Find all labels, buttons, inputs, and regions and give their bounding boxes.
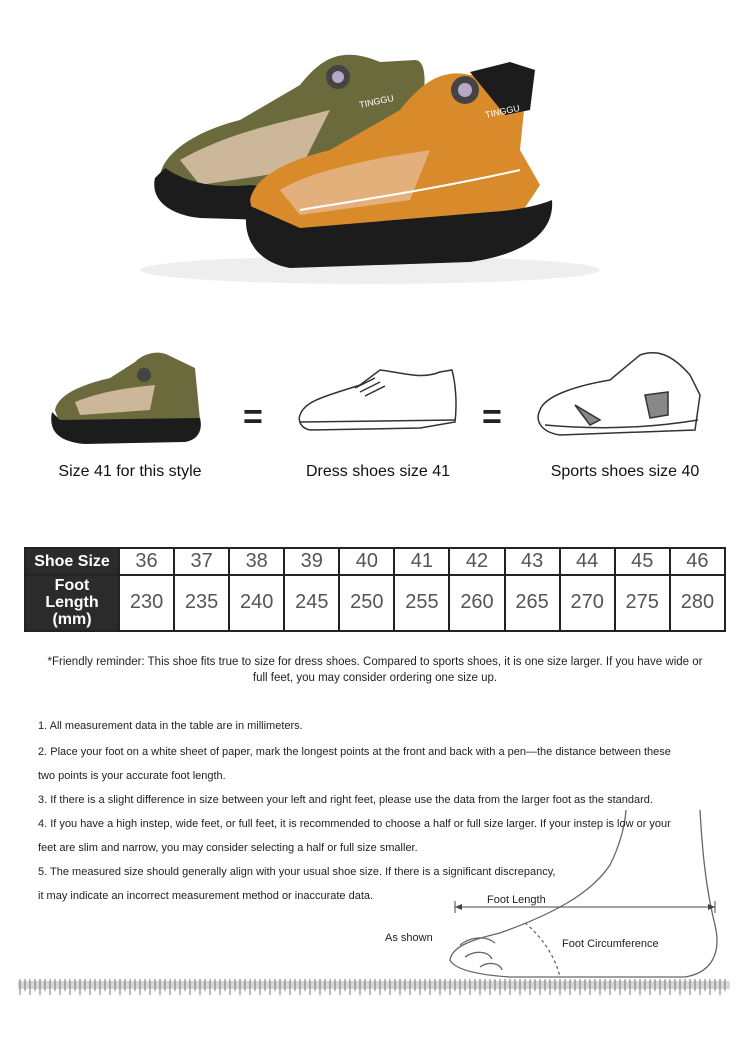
- dress-shoes-label: Dress shoes size 41: [305, 463, 451, 480]
- length-cell: 250: [339, 575, 394, 631]
- orange-brand-text: TINGGU: [484, 102, 521, 120]
- size-cell: 42: [449, 548, 504, 575]
- foot-length-header-line1: Foot Length: [45, 577, 99, 612]
- note-line: 3. If there is a slight difference in size between your left and right feet, please use the data from the larger foot as the standard.: [38, 794, 653, 806]
- size-chart-table: [24, 547, 726, 632]
- reminder-line-2: full feet, you may consider ordering one size up.: [252, 672, 498, 684]
- shoe-size-header: Shoe Size: [25, 548, 119, 575]
- note-line: two points is your accurate foot length.: [38, 770, 226, 782]
- foot-length-header-line2: (mm): [52, 611, 92, 629]
- this-style-label: Size 41 for this style: [58, 463, 202, 480]
- size-cell: 36: [119, 548, 174, 575]
- size-cell: 39: [284, 548, 339, 575]
- note-line: 5. The measured size should generally align with your usual shoe size. If there is a significant discrepancy,: [38, 866, 556, 878]
- length-cell: 275: [615, 575, 670, 631]
- hero-shoes-image: [0, 0, 750, 320]
- note-line: 1. All measurement data in the table are in millimeters.: [38, 720, 303, 732]
- size-cell: 38: [229, 548, 284, 575]
- length-cell: 230: [119, 575, 174, 631]
- length-cell: 240: [229, 575, 284, 631]
- foot-circumference-label: Foot Circumference: [562, 938, 659, 950]
- size-cell: 41: [394, 548, 449, 575]
- length-cell: 235: [174, 575, 229, 631]
- length-cell: 270: [560, 575, 615, 631]
- reminder-line-1: *Friendly reminder: This shoe fits true to size for dress shoes. Compared to sports shoes, it is one size larger. If you have wide or: [47, 656, 703, 668]
- length-cell: 255: [394, 575, 449, 631]
- length-cell: 245: [284, 575, 339, 631]
- length-cell: 265: [505, 575, 560, 631]
- sports-shoe-sketch: [538, 353, 700, 435]
- foot-measurement-diagram: [430, 805, 730, 985]
- as-shown-label: As shown: [385, 932, 433, 944]
- foot-length-label: Foot Length: [487, 894, 546, 906]
- size-cell: 44: [560, 548, 615, 575]
- note-line: it may indicate an incorrect measurement method or inaccurate data.: [38, 890, 374, 902]
- length-cell: 260: [449, 575, 504, 631]
- size-cell: 45: [615, 548, 670, 575]
- equals-sign-2: =: [482, 398, 502, 436]
- note-line: 2. Place your foot on a white sheet of paper, mark the longest points at the front and back with a pen—the distance between these: [38, 746, 671, 758]
- note-line: feet are slim and narrow, you may consider selecting a half or full size smaller.: [38, 842, 418, 854]
- dress-shoe-sketch: [299, 370, 456, 430]
- friendly-reminder: [40, 654, 710, 686]
- note-line: 4. If you have a high instep, wide feet, or full feet, it is recommended to choose a half or full size larger. If your instep is low or your: [38, 818, 671, 830]
- foot-length-row: [25, 575, 725, 631]
- foot-length-header: [25, 575, 119, 631]
- size-cell: 37: [174, 548, 229, 575]
- this-style-shoe-image: [51, 353, 201, 444]
- size-cell: 40: [339, 548, 394, 575]
- size-cell: 43: [505, 548, 560, 575]
- size-cell: 46: [670, 548, 725, 575]
- olive-brand-text: TINGGU: [358, 92, 395, 110]
- ruler: [18, 975, 730, 997]
- shoe-size-row: [25, 548, 725, 575]
- sports-shoes-label: Sports shoes size 40: [550, 463, 700, 480]
- length-cell: 280: [670, 575, 725, 631]
- equals-sign-1: =: [243, 398, 263, 436]
